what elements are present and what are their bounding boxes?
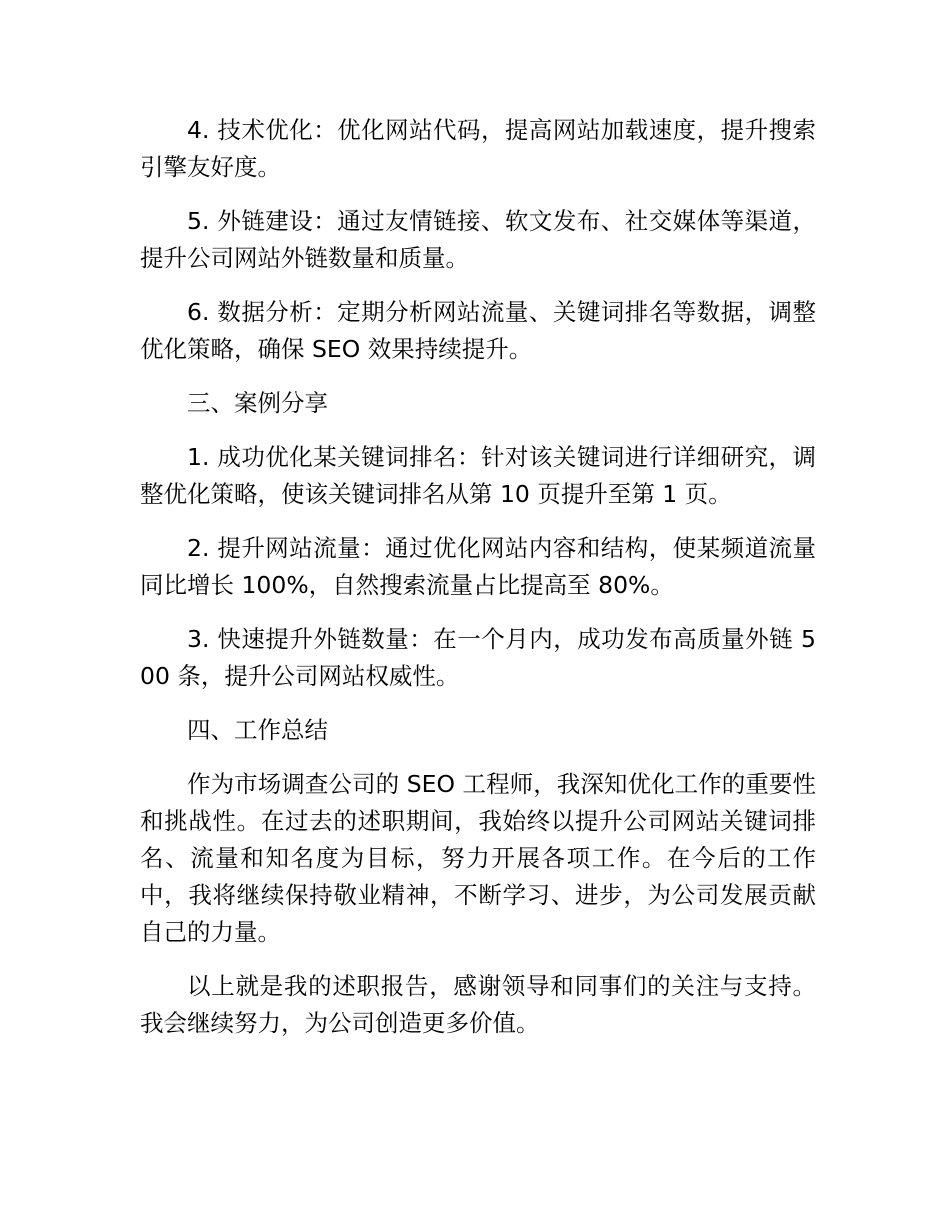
document-page bbox=[140, 112, 816, 1059]
summary-paragraph: 作为市场调查公司的 SEO 工程师，我深知优化工作的重要性和挑战性。在过去的述职期间，我始终以提升公司网站关键词排名、流量和知名度为目标，努力开展各项工作。在今后的工作中，我将继续保持敬业精神，不断学习、进步，为公司发展贡献自己的力量。 bbox=[140, 770, 816, 946]
case-item-keyword-ranking: 1. 成功优化某关键词排名：针对该关键词进行详细研究，调整优化策略，使该关键词排名从第 10 页提升至第 1 页。 bbox=[140, 443, 816, 508]
section-heading-work-summary: 四、工作总结 bbox=[187, 716, 328, 744]
case-item-backlinks: 3. 快速提升外链数量：在一个月内，成功发布高质量外链 500 条，提升公司网站权威性。 bbox=[140, 625, 816, 690]
case-item-traffic-growth: 2. 提升网站流量：通过优化网站内容和结构，使某频道流量同比增长 100%，自然搜索流量占比提高至 80%。 bbox=[140, 534, 816, 599]
section-heading-case-studies: 三、案例分享 bbox=[187, 389, 328, 417]
list-item-link-building: 5. 外链建设：通过友情链接、软文发布、社交媒体等渠道，提升公司网站外链数量和质量。 bbox=[140, 207, 816, 272]
closing-paragraph: 以上就是我的述职报告，感谢领导和同事们的关注与支持。我会继续努力，为公司创造更多价值。 bbox=[140, 972, 816, 1037]
list-item-technical-optimization: 4. 技术优化：优化网站代码，提高网站加载速度，提升搜索引擎友好度。 bbox=[140, 116, 816, 181]
list-item-data-analysis: 6. 数据分析：定期分析网站流量、关键词排名等数据，调整优化策略，确保 SEO 效果持续提升。 bbox=[140, 298, 816, 363]
